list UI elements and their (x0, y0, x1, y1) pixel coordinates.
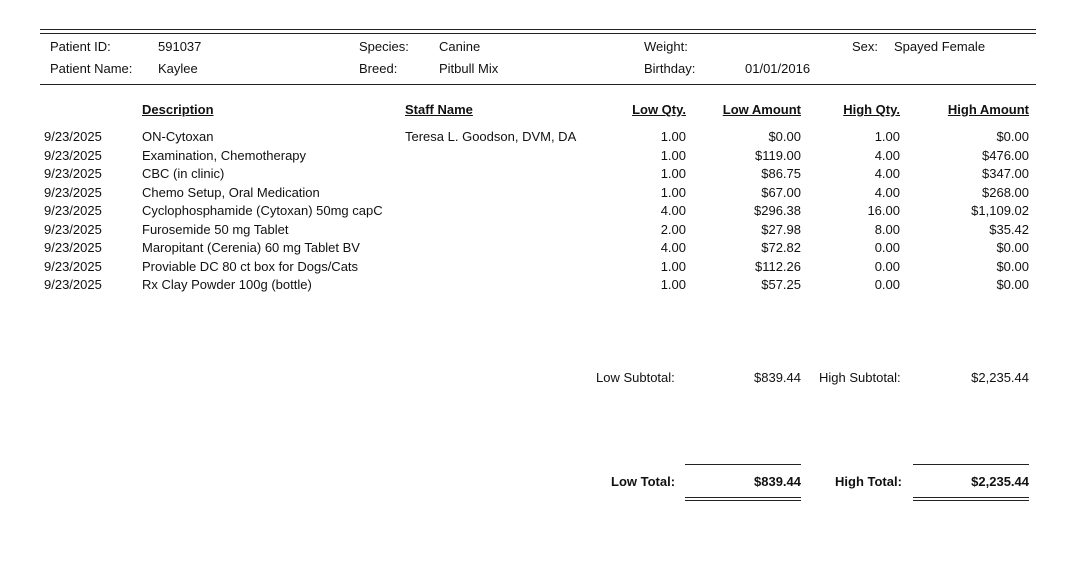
col-low-amount: Low Amount (722, 102, 801, 117)
row-low-amount: $0.00 (768, 129, 801, 144)
species: Canine (439, 39, 481, 54)
row-high-qty: 0.00 (874, 240, 900, 255)
col-staff: Staff Name (405, 102, 473, 117)
low-total-double-rule-1 (685, 497, 801, 498)
row-low-qty: 1.00 (660, 277, 686, 292)
row-low-qty: 1.00 (660, 258, 686, 274)
sex: Spayed Female (894, 39, 986, 54)
row-date: 9/23/2025 (44, 147, 102, 163)
high-total-double-rule-2 (913, 500, 1029, 501)
low-total: $839.44 (754, 474, 801, 489)
row-high-amount: $268.00 (982, 184, 1029, 200)
row-date: 9/23/2025 (44, 203, 102, 218)
row-description: Cyclophosphamide (Cytoxan) 50mg capC (142, 203, 383, 218)
row-high-amount: $1,109.02 (971, 203, 1029, 218)
row-high-qty: 4.00 (874, 184, 900, 200)
patient-name-label: Patient Name: (50, 61, 133, 76)
birthday: 01/01/2016 (745, 61, 811, 76)
row-low-amount: $86.75 (761, 166, 801, 181)
row-high-amount: $0.00 (996, 258, 1029, 274)
row-date: 9/23/2025 (44, 258, 102, 274)
col-low-qty: Low Qty. (632, 102, 686, 117)
row-description: Maropitant (Cerenia) 60 mg Tablet BV (142, 240, 360, 255)
row-low-qty: 2.00 (660, 221, 686, 237)
row-description: Chemo Setup, Oral Medication (142, 184, 320, 200)
row-low-qty: 1.00 (660, 147, 686, 163)
high-total-label: High Total: (835, 474, 902, 489)
low-subtotal: $839.44 (754, 370, 801, 385)
high-total-top-rule (913, 464, 1029, 465)
top-rule-2 (40, 33, 1036, 34)
row-date: 9/23/2025 (44, 240, 102, 255)
col-high-amount: High Amount (947, 102, 1029, 117)
row-low-amount: $67.00 (761, 184, 801, 200)
row-description: Rx Clay Powder 100g (bottle) (142, 277, 312, 292)
row-description: Furosemide 50 mg Tablet (142, 221, 289, 237)
col-high-qty: High Qty. (843, 102, 900, 117)
species-label: Species: (359, 39, 409, 54)
row-description: CBC (in clinic) (142, 166, 225, 181)
row-high-amount: $347.00 (982, 166, 1029, 181)
low-total-double-rule-2 (685, 500, 801, 501)
high-total: $2,235.44 (971, 474, 1029, 489)
row-date: 9/23/2025 (44, 277, 102, 292)
low-total-top-rule (685, 464, 801, 465)
header-rule (40, 84, 1036, 85)
row-description: ON-Cytoxan (142, 129, 214, 144)
high-total-double-rule-1 (913, 497, 1029, 498)
row-high-qty: 8.00 (874, 221, 900, 237)
weight-label: Weight: (644, 39, 688, 54)
row-high-amount: $0.00 (996, 129, 1029, 144)
row-high-amount: $476.00 (982, 147, 1029, 163)
row-low-amount: $57.25 (761, 277, 801, 292)
row-low-qty: 1.00 (660, 166, 686, 181)
high-subtotal: $2,235.44 (971, 370, 1029, 385)
row-date: 9/23/2025 (44, 184, 102, 200)
row-high-qty: 4.00 (874, 147, 900, 163)
sex-label: Sex: (852, 39, 879, 54)
patient-id-label: Patient ID: (50, 39, 111, 54)
row-low-qty: 4.00 (660, 240, 686, 255)
row-low-qty: 1.00 (660, 129, 686, 144)
high-subtotal-label: High Subtotal: (819, 370, 901, 385)
row-low-amount: $119.00 (754, 147, 801, 163)
row-high-qty: 1.00 (874, 129, 900, 144)
row-description: Proviable DC 80 ct box for Dogs/Cats (142, 258, 359, 274)
top-rule (40, 29, 1036, 30)
row-low-amount: $296.38 (754, 203, 801, 218)
breed: Pitbull Mix (439, 61, 499, 76)
row-staff: Teresa L. Goodson, DVM, DA (405, 129, 577, 144)
row-date: 9/23/2025 (44, 221, 102, 237)
patient-name: Kaylee (158, 61, 198, 76)
row-high-qty: 16.00 (867, 203, 900, 218)
col-description: Description (142, 102, 214, 117)
low-subtotal-label: Low Subtotal: (596, 370, 675, 385)
row-low-amount: $112.26 (754, 258, 801, 274)
low-total-label: Low Total: (611, 474, 676, 489)
row-date: 9/23/2025 (44, 129, 102, 144)
row-description: Examination, Chemotherapy (142, 147, 307, 163)
row-low-amount: $27.98 (761, 221, 801, 237)
patient-id: 591037 (158, 39, 202, 54)
breed-label: Breed: (359, 61, 398, 76)
row-low-amount: $72.82 (761, 240, 801, 255)
row-high-amount: $0.00 (996, 240, 1029, 255)
row-high-amount: $0.00 (996, 277, 1029, 292)
row-high-qty: 4.00 (874, 166, 900, 181)
row-high-qty: 0.00 (874, 258, 900, 274)
row-low-qty: 4.00 (660, 203, 686, 218)
row-high-qty: 0.00 (874, 277, 900, 292)
row-high-amount: $35.42 (989, 221, 1029, 237)
row-date: 9/23/2025 (44, 166, 102, 181)
row-low-qty: 1.00 (660, 184, 686, 200)
birthday-label: Birthday: (644, 61, 696, 76)
